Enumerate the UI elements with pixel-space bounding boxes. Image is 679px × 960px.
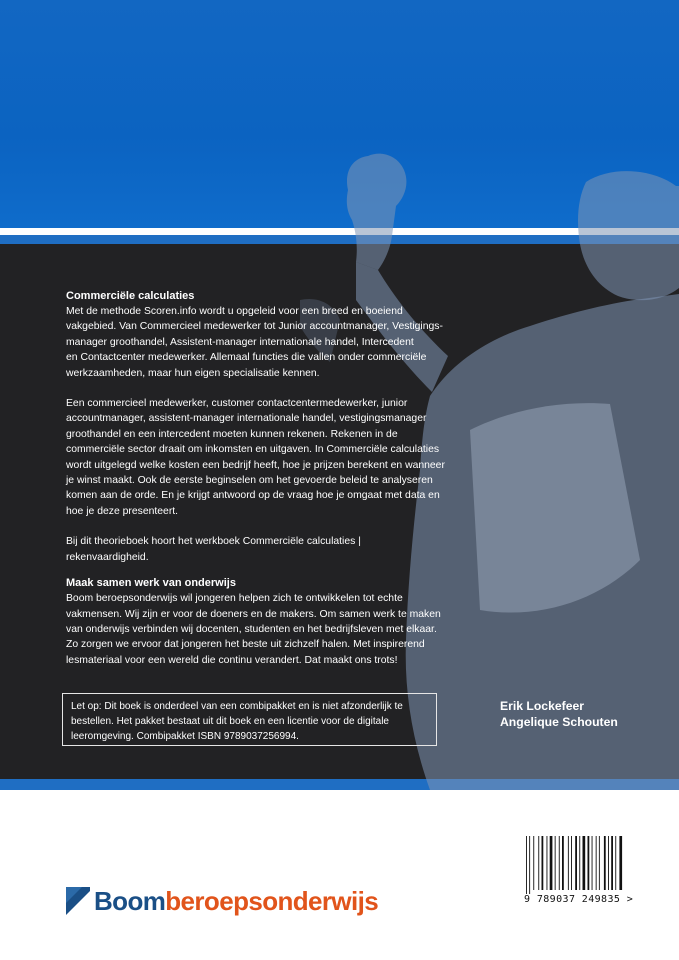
notice-line: bestellen. Het pakket bestaat uit dit boek en een licentie voor de digitale bbox=[71, 716, 389, 727]
author-names bbox=[500, 698, 618, 730]
text-line: accountmanager, assistent-manager internationale handel, vestigingsmanager bbox=[66, 413, 427, 425]
barcode-bar bbox=[619, 836, 622, 890]
barcode-bar bbox=[608, 836, 609, 890]
text-line: vakmensen. Wij zijn er voor de doeners en de makers. Om samen werk te maken bbox=[66, 608, 441, 620]
author-name: Erik Lockefeer bbox=[500, 699, 585, 713]
barcode-bar bbox=[526, 836, 527, 894]
description-text bbox=[66, 289, 461, 668]
barcode-bar bbox=[611, 836, 613, 890]
barcode-number: 9 789037 249835 > bbox=[524, 894, 634, 905]
notice-box bbox=[62, 693, 437, 746]
section-heading: Maak samen werk van onderwijs bbox=[66, 577, 236, 590]
text-line: Zo zorgen we ervoor dat jongeren het beste uit zichzelf halen. Met inspirerend bbox=[66, 639, 425, 651]
text-line: commerciële sector draait om inkomsten en uitgaven. In Commerciële calculaties bbox=[66, 444, 440, 456]
publisher-logo bbox=[66, 886, 378, 916]
text-line: je winst maakt. Ook de eerste beginselen om het gevoerde beleid te analyseren bbox=[66, 475, 433, 487]
section-heading: Commerciële calculaties bbox=[66, 290, 195, 302]
text-line: van onderwijs verbinden wij docenten, studenten en het bedrijfsleven met elkaar. bbox=[66, 623, 437, 635]
text-line: werkzaamheden, maar hun eigen specialisatie kennen. bbox=[66, 367, 320, 379]
barcode-bar bbox=[575, 836, 577, 890]
barcode-bar bbox=[604, 836, 606, 890]
barcode-bar bbox=[599, 836, 600, 890]
text-line: wordt uitgelegd welke kosten een bedrijf heeft, hoe je prijzen berekent en wanneer bbox=[66, 459, 445, 471]
text-line: lesmateriaal voor een wereld die continu verandert. Dat maakt ons trots! bbox=[66, 654, 398, 666]
barcode-bar bbox=[583, 836, 586, 890]
barcode-bar bbox=[533, 836, 534, 890]
text-line: en Contactcenter medewerker. Allemaal functies die vallen onder commerciële bbox=[66, 352, 427, 364]
barcode-bar bbox=[571, 836, 572, 890]
text-line: vakgebied. Van Commercieel medewerker tot Junior accountmanager, Vestigings- bbox=[66, 321, 443, 333]
barcode-bar bbox=[559, 836, 560, 890]
text-line: rekenvaardigheid. bbox=[66, 551, 149, 563]
text-line: manager groothandel, Assistent-manager internationale handel, Intercedent bbox=[66, 336, 414, 348]
barcode-bar bbox=[547, 836, 548, 890]
barcode-bar bbox=[579, 836, 580, 890]
barcode-bar bbox=[592, 836, 593, 890]
barcode-bar bbox=[568, 836, 569, 890]
barcode-bar bbox=[588, 836, 590, 890]
text-line: Bij dit theorieboek hoort het werkboek Commerciële calculaties | bbox=[66, 536, 361, 548]
logo-mark-icon bbox=[66, 887, 90, 915]
logo-boom-text: Boom bbox=[94, 886, 166, 916]
logo-rest-text: beroepsonderwijs bbox=[165, 886, 379, 916]
text-line: Een commercieel medewerker, customer contactcentermedewerker, junior bbox=[66, 398, 408, 410]
text-line: groothandel en een intercedent moeten kunnen rekenen. Rekenen in de bbox=[66, 428, 398, 440]
barcode-bar bbox=[596, 836, 597, 890]
barcode-bar bbox=[542, 836, 544, 890]
barcode-bar bbox=[615, 836, 616, 890]
notice-line: Let op: Dit boek is onderdeel van een combipakket en is niet afzonderlijk te bbox=[71, 701, 403, 712]
text-line: Met de methode Scoren.info wordt u opgeleid voor een breed en boeiend bbox=[66, 306, 403, 317]
text-line: komen aan de orde. En je krijgt antwoord op de vraag hoe je omgaat met data en bbox=[66, 490, 440, 502]
isbn-barcode bbox=[524, 836, 634, 916]
text-line: Boom beroepsonderwijs wil jongeren helpen zich te ontwikkelen tot echte bbox=[66, 593, 403, 605]
text-line: hoe je deze presenteert. bbox=[66, 505, 179, 517]
barcode-bar bbox=[529, 836, 530, 894]
barcode-bar bbox=[538, 836, 539, 890]
barcode-bars bbox=[524, 836, 634, 894]
barcode-bar bbox=[562, 836, 564, 890]
author-name: Angelique Schouten bbox=[500, 715, 618, 729]
barcode-bar bbox=[555, 836, 556, 890]
barcode-bar bbox=[550, 836, 553, 890]
notice-line: leeromgeving. Combipakket ISBN 9789037256994. bbox=[71, 731, 299, 742]
